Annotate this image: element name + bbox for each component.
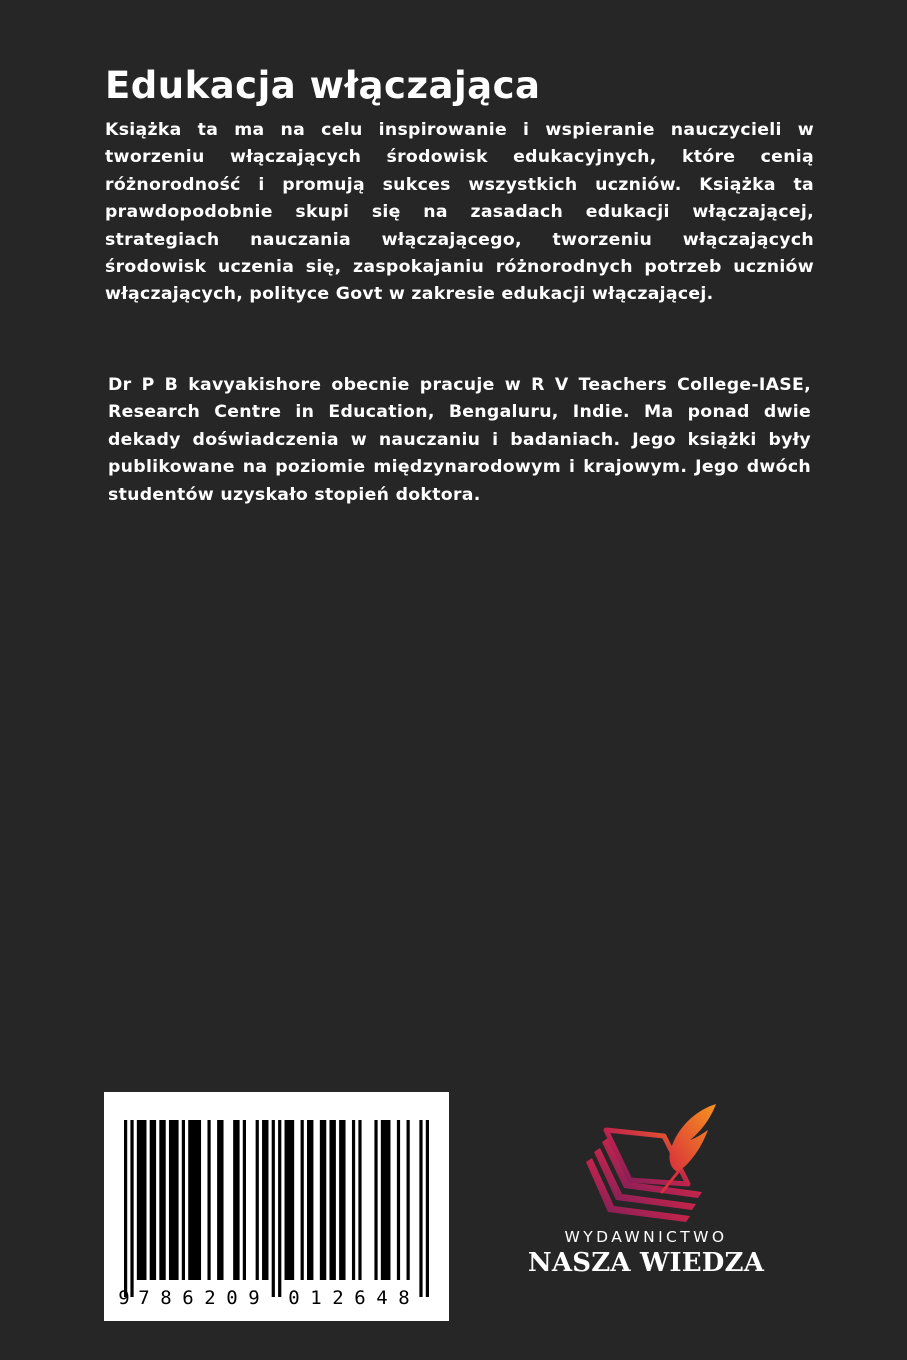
- barcode-bar: [137, 1120, 147, 1280]
- barcode-bar: [159, 1120, 165, 1280]
- barcode-bar: [256, 1120, 259, 1280]
- book-title: Edukacja włączająca: [105, 64, 541, 107]
- author-bio: Dr P B kavyakishore obecnie pracuje w R V Teachers College-IASE, Research Centre in Education, Bengaluru, Indie. Ma ponad dwie dekady doświadczenia w nauczaniu i badaniach. Jego książki były publikowane na poziomie międzynarodowym i krajowym. Jego dwóch studentów uzyskało stopień doktora.: [108, 375, 811, 505]
- barcode-bar: [243, 1120, 246, 1280]
- book-description: Książka ta ma na celu inspirowanie i wspieranie nauczycieli w tworzeniu włączających środowisk edukacyjnych, które cenią różnorodność i promują sukces wszystkich uczniów. Książka ta prawdopodobnie skupi się na zasadach edukacji włączającej, strategiach nauczania włączającego, tworzeniu włączających środowisk uczenia się, zaspokajaniu różnorodnych potrzeb uczniów włączających, polityce Govt w zakresie edukacji włączającej.: [105, 120, 814, 305]
- barcode-bar: [169, 1120, 179, 1280]
- isbn-digit: 9: [118, 1287, 130, 1309]
- barcode-bar: [285, 1120, 295, 1280]
- barcode-bar: [207, 1120, 210, 1280]
- isbn-digit: 0: [226, 1287, 238, 1309]
- barcode-bar: [262, 1120, 268, 1280]
- barcode-bar: [233, 1120, 239, 1280]
- barcode-bar: [374, 1120, 377, 1280]
- barcode-bar: [188, 1120, 201, 1280]
- publisher-label: WYDAWNICTWO: [564, 1228, 728, 1246]
- barcode-guard-bar: [124, 1120, 127, 1297]
- isbn-digit: 1: [310, 1287, 322, 1309]
- barcode-bar: [150, 1120, 156, 1280]
- book-quill-icon: [578, 1100, 728, 1225]
- isbn-number: [104, 1287, 449, 1309]
- isbn-digit: 4: [376, 1287, 388, 1309]
- isbn-digit: 7: [138, 1287, 150, 1309]
- isbn-barcode: [104, 1092, 449, 1321]
- barcode-guard-bar: [278, 1120, 281, 1297]
- barcode-bar: [301, 1120, 304, 1280]
- barcode-bar: [352, 1120, 355, 1280]
- isbn-digit: 9: [248, 1287, 260, 1309]
- barcode-bar: [320, 1120, 326, 1280]
- barcode-guard-bar: [272, 1120, 275, 1297]
- isbn-digit: 6: [354, 1287, 366, 1309]
- barcode-guard-bar: [130, 1120, 133, 1297]
- barcode-guard-bar: [426, 1120, 429, 1297]
- barcode-bar: [397, 1120, 400, 1280]
- barcode-bar: [307, 1120, 313, 1280]
- isbn-digit: 0: [288, 1287, 300, 1309]
- isbn-digit: 2: [204, 1287, 216, 1309]
- isbn-digit: 2: [332, 1287, 344, 1309]
- isbn-digit: 8: [398, 1287, 410, 1309]
- isbn-digit: 6: [182, 1287, 194, 1309]
- barcode-bar: [182, 1120, 185, 1280]
- barcode-bar: [358, 1120, 361, 1280]
- barcode-bar: [217, 1120, 223, 1280]
- barcode-bar: [407, 1120, 410, 1280]
- barcode-bar: [329, 1120, 335, 1280]
- barcode-bar: [339, 1120, 345, 1280]
- publisher-name: NASZA WIEDZA: [527, 1248, 765, 1278]
- publisher-logo: [520, 1100, 772, 1290]
- barcode-guard-bar: [419, 1120, 422, 1297]
- barcode-bar: [381, 1120, 391, 1280]
- isbn-digit: 8: [160, 1287, 172, 1309]
